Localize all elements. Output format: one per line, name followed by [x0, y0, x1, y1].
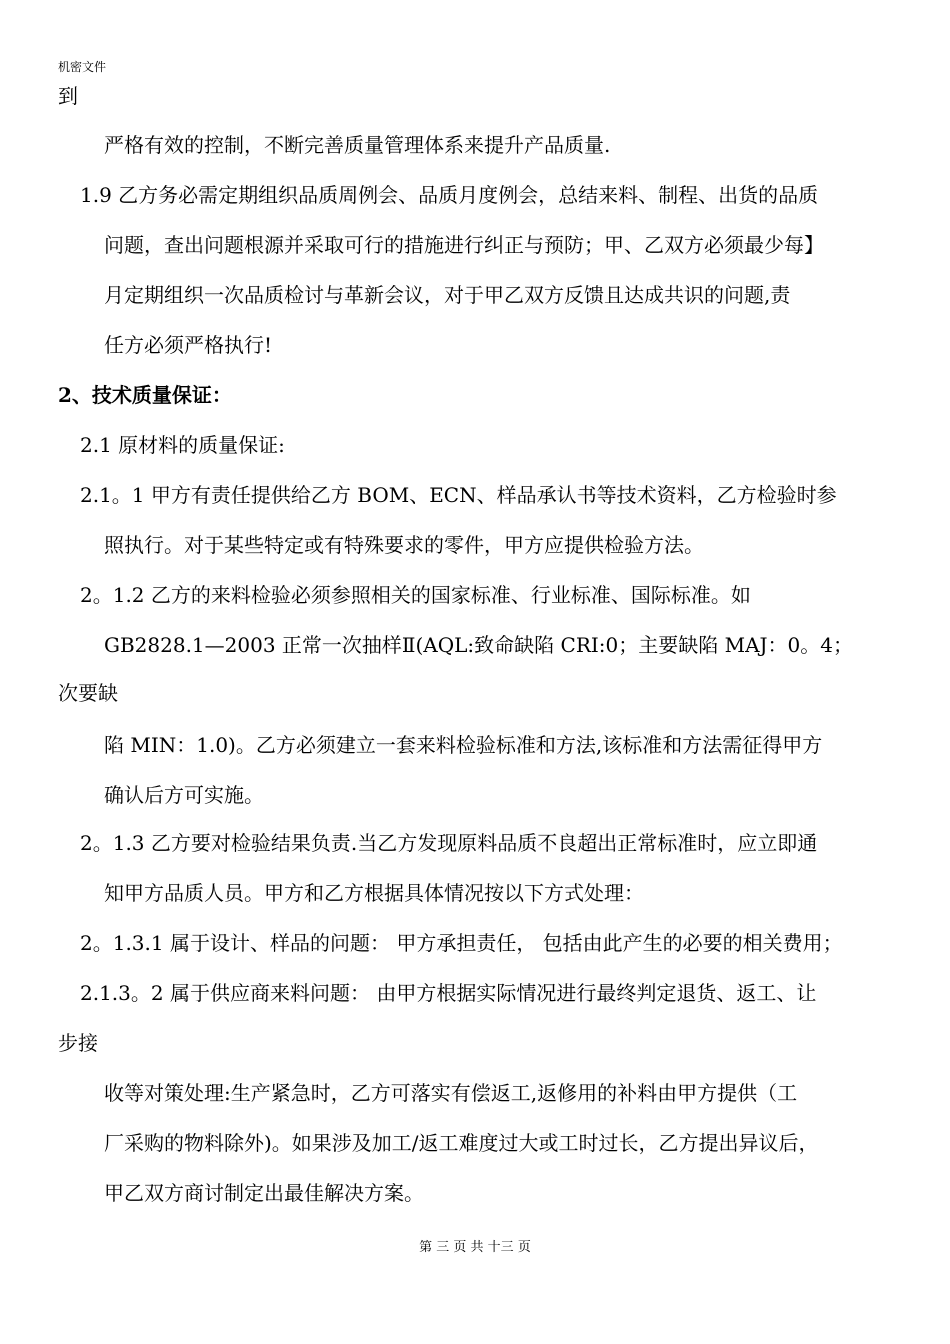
clause-2-1-3: 2。1.3 乙方要对检验结果负责.当乙方发现原料品质不良超出正常标准时，应立即通	[80, 831, 818, 855]
text-line: 照执行。对于某些特定或有特殊要求的零件，甲方应提供检验方法。	[104, 533, 704, 557]
clause-2-1-1: 2.1。1 甲方有责任提供给乙方 BOM、ECN、样品承认书等技术资料，乙方检验时参	[80, 483, 837, 507]
text-line: 知甲方品质人员。甲方和乙方根据具体情况按以下方式处理：	[104, 881, 644, 905]
text-line: 任方必须严格执行!	[104, 333, 273, 357]
text-line: 收等对策处理:生产紧急时，乙方可落实有偿返工,返修用的补料由甲方提供（工	[104, 1081, 798, 1105]
text-line: 次要缺	[58, 681, 118, 705]
text-line: 严格有效的控制，不断完善质量管理体系来提升产品质量.	[104, 133, 611, 157]
clause-1-9: 1.9 乙方务必需定期组织品质周例会、品质月度例会，总结来料、制程、出货的品质	[80, 183, 819, 207]
text-line: 步接	[58, 1031, 98, 1055]
text-line: GB2828.1—2003 正常一次抽样Ⅱ(AQL:致命缺陷 CRI:0；主要缺陷 MAJ：0。4；	[104, 633, 853, 657]
clause-2-1: 2.1 原材料的质量保证:	[80, 433, 285, 457]
text-line: 厂采购的物料除外)。如果涉及加工/返工难度过大或工时过长，乙方提出异议后，	[104, 1131, 819, 1155]
page-number-footer: 第 三 页 共 十三 页	[419, 1240, 531, 1255]
text-line-continuation: 到	[58, 84, 78, 108]
section-heading: 2、技术质量保证：	[58, 383, 232, 407]
text-line: 问题，查出问题根源并采取可行的措施进行纠正与预防；甲、乙双方必须最少每】	[104, 233, 824, 257]
text-line: 确认后方可实施。	[104, 783, 264, 807]
text-line: 陷 MIN：1.0)。乙方必须建立一套来料检验标准和方法,该标准和方法需征得甲方	[104, 733, 823, 757]
clause-2-1-3-1: 2。1.3.1 属于设计、样品的问题： 甲方承担责任， 包括由此产生的必要的相关费用；	[80, 931, 843, 955]
text-line: 甲乙双方商讨制定出最佳解决方案。	[104, 1181, 424, 1205]
confidential-header: 机密文件	[58, 60, 107, 74]
clause-2-1-2: 2。1.2 乙方的来料检验必须参照相关的国家标准、行业标准、国际标准。如	[80, 583, 751, 607]
text-line: 月定期组织一次品质检讨与革新会议，对于甲乙双方反馈且达成共识的问题,责	[104, 283, 791, 307]
clause-2-1-3-2: 2.1.3。2 属于供应商来料问题： 由甲方根据实际情况进行最终判定退货、返工、让	[80, 981, 817, 1005]
